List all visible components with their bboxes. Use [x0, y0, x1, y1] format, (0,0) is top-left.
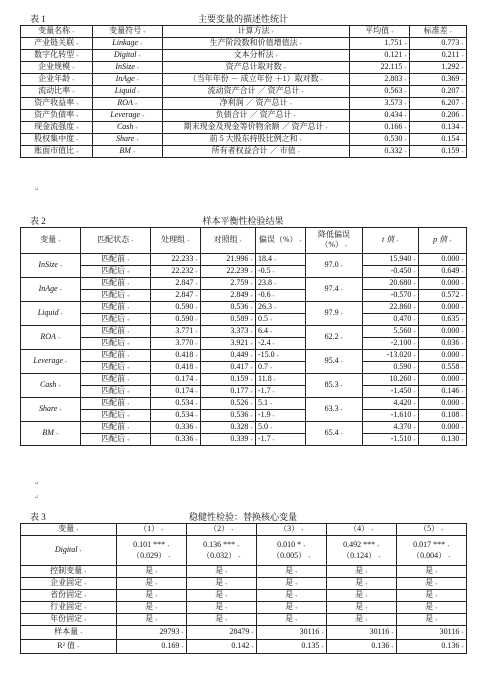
table1-number: 表 1: [30, 14, 46, 24]
t-value: -1.610 ₊: [363, 410, 419, 422]
control-value: 是 ₊: [327, 566, 397, 578]
r-squared-value: 0.169 ₊: [117, 640, 187, 654]
table2-row: [21, 374, 467, 386]
variable-symbol: InSize ₊: [21, 254, 81, 278]
table2-row: [21, 386, 467, 398]
sample-size-value: 28479 ₊: [187, 626, 257, 640]
variable-symbol: InSize ₊: [93, 62, 163, 74]
table2-header: p 值 ₊: [419, 228, 467, 254]
calculation-method: 所有者权益合计 ／ 市值 ₊: [163, 146, 350, 158]
bias-reduction-value: 65.4 ₊: [306, 422, 363, 446]
control-value: 0.536 ₊: [201, 302, 256, 314]
treatment-value: 3.771 ₊: [151, 326, 201, 338]
bias-value: -2.4 ₊: [256, 338, 306, 350]
variable-name: 资产负债率 ₊: [21, 110, 93, 122]
variable-name: 产业链关联 ₊: [21, 38, 93, 50]
control-value: 3.921 ₊: [201, 338, 256, 350]
table1-header: 变量名称 ₊: [21, 26, 93, 38]
variable-symbol: Linkage ₊: [93, 38, 163, 50]
treatment-value: 0.174 ₊: [151, 374, 201, 386]
standard-error-value: （0.032） ₊: [189, 551, 254, 562]
coefficient-value: 0.492 *** ₊: [329, 540, 394, 551]
variable-name: 账面市值比 ₊: [21, 146, 93, 158]
table3-body: [21, 536, 467, 654]
sample-size-value: 30116 ₊: [327, 626, 397, 640]
table1-row: [21, 86, 467, 98]
table2-row: [21, 410, 467, 422]
t-value: 15.940 ₊: [363, 254, 419, 266]
std-dev-value: 1.292 ₊: [410, 62, 467, 74]
table3-row-control: [21, 566, 467, 578]
control-value: 是 ₊: [187, 578, 257, 590]
coefficient-value: 0.101 *** ₊: [119, 540, 184, 551]
bias-value: 11.8 ₊: [256, 374, 306, 386]
mean-value: 0.434 ₊: [350, 110, 410, 122]
t-value: 4.370 ₊: [363, 422, 419, 434]
table2-row: [21, 350, 467, 362]
std-dev-value: 0.369 ₊: [410, 74, 467, 86]
match-status: 匹配前 ₊: [81, 326, 151, 338]
treatment-value: 22.233 ₊: [151, 254, 201, 266]
p-value: 0.146 ₊: [419, 386, 467, 398]
bias-reduction-value: 97.4 ₊: [306, 278, 363, 302]
table2-header: 降低偏误（%） ₊: [306, 228, 363, 254]
table2-row: [21, 278, 467, 290]
p-value: 0.036 ₊: [419, 338, 467, 350]
p-value: 0.000 ₊: [419, 350, 467, 362]
treatment-value: 2.847 ₊: [151, 290, 201, 302]
control-value: 3.373 ₊: [201, 326, 256, 338]
calculation-method: 资产总计取对数 ₊: [163, 62, 350, 74]
table1-section: [20, 12, 466, 158]
sample-size-label: 样本量 ₊: [21, 626, 117, 640]
std-dev-value: 0.154 ₊: [410, 134, 467, 146]
coefficient-cell: [257, 536, 327, 566]
p-value: 0.558 ₊: [419, 362, 467, 374]
variable-name: 流动比率 ₊: [21, 86, 93, 98]
variable-symbol: Share ₊: [93, 134, 163, 146]
table2-row: [21, 290, 467, 302]
control-value: 0.589 ₊: [201, 314, 256, 326]
table2: [20, 227, 467, 446]
mean-value: 0.166 ₊: [350, 122, 410, 134]
table2-row: [21, 302, 467, 314]
variable-name: 企业年龄 ₊: [21, 74, 93, 86]
control-value: 0.526 ₊: [201, 398, 256, 410]
control-value: 是 ₊: [397, 578, 467, 590]
match-status: 匹配前 ₊: [81, 398, 151, 410]
paragraph-mark: ↵: [34, 495, 40, 501]
table2-caption: [20, 214, 466, 227]
table2-header: 偏误（%） ₊: [256, 228, 306, 254]
table2-row: [21, 434, 467, 446]
control-value: 是 ₊: [187, 590, 257, 602]
mean-value: 0.121 ₊: [350, 50, 410, 62]
coefficient-cell: [397, 536, 467, 566]
control-value: 是 ₊: [187, 602, 257, 614]
control-value: 22.239 ₊: [201, 266, 256, 278]
bias-value: -1.9 ₊: [256, 410, 306, 422]
bias-value: -1.7 ₊: [256, 386, 306, 398]
control-value: 是 ₊: [327, 602, 397, 614]
control-value: 是 ₊: [117, 614, 187, 626]
bias-reduction-value: 62.2 ₊: [306, 326, 363, 350]
std-dev-value: 0.207 ₊: [410, 86, 467, 98]
t-value: -1.510 ₊: [363, 434, 419, 446]
table1-title: 主要变量的描述性统计: [197, 14, 288, 24]
control-value: 是 ₊: [327, 614, 397, 626]
control-value: 是 ₊: [257, 566, 327, 578]
table3-number: 表 3: [30, 512, 46, 522]
bias-value: -15.0 ₊: [256, 350, 306, 362]
variable-name: 企业规模 ₊: [21, 62, 93, 74]
standard-error-value: （0.124） ₊: [329, 551, 394, 562]
table1-row: [21, 110, 467, 122]
match-status: 匹配前 ₊: [81, 278, 151, 290]
t-value: -0.570 ₊: [363, 290, 419, 302]
p-value: 0.572 ₊: [419, 290, 467, 302]
variable-symbol: InAge ₊: [93, 74, 163, 86]
t-value: 22.860 ₊: [363, 302, 419, 314]
sample-size-value: 30116 ₊: [257, 626, 327, 640]
table3-header: （4） ₊: [327, 524, 397, 536]
t-value: -1.450 ₊: [363, 386, 419, 398]
p-value: 0.000 ₊: [419, 278, 467, 290]
table2-row: [21, 314, 467, 326]
table3-row-control: [21, 602, 467, 614]
mean-value: 0.530 ₊: [350, 134, 410, 146]
t-value: 5.560 ₊: [363, 326, 419, 338]
table1-row: [21, 62, 467, 74]
bias-value: 18.4 ₊: [256, 254, 306, 266]
coefficient-cell: [187, 536, 257, 566]
sample-size-value: 30116 ₊: [397, 626, 467, 640]
table3-row-r-squared: [21, 640, 467, 654]
table2-body: [21, 254, 467, 446]
mean-value: 2.803 ₊: [350, 74, 410, 86]
table3-header: （3） ₊: [257, 524, 327, 536]
table3-section: [20, 510, 466, 654]
table3-header: （5） ₊: [397, 524, 467, 536]
variable-symbol: Cash ₊: [21, 374, 81, 398]
calculation-method: （当年年份 － 成立年份 ＋1）取对数 ₊: [163, 74, 350, 86]
treatment-value: 0.534 ₊: [151, 398, 201, 410]
table2-header-row: [21, 228, 467, 254]
control-value: 是 ₊: [257, 614, 327, 626]
bias-value: -1.7 ₊: [256, 434, 306, 446]
bias-reduction-value: 63.3 ₊: [306, 398, 363, 422]
treatment-value: 0.174 ₊: [151, 386, 201, 398]
treatment-value: 22.232 ₊: [151, 266, 201, 278]
table2-row: [21, 266, 467, 278]
table1-row: [21, 98, 467, 110]
standard-error-value: （0.029） ₊: [119, 551, 184, 562]
coefficient-value: 0.017 *** ₊: [399, 540, 464, 551]
control-value: 0.328 ₊: [201, 422, 256, 434]
match-status: 匹配前 ₊: [81, 422, 151, 434]
table2-header: 变量 ₊: [21, 228, 81, 254]
variable-symbol: BM ₊: [93, 146, 163, 158]
control-label: 企业固定 ₊: [21, 578, 117, 590]
calculation-method: 净利润 ／ 资产总计 ₊: [163, 98, 350, 110]
table3-row-digital: [21, 536, 467, 566]
control-value: 是 ₊: [117, 578, 187, 590]
coefficient-value: 0.010 * ₊: [259, 540, 324, 551]
calculation-method: 流动资产合计 ／ 资产总计 ₊: [163, 86, 350, 98]
variable-symbol: Liquid ₊: [93, 86, 163, 98]
bias-value: 5.0 ₊: [256, 422, 306, 434]
bias-value: 0.7 ₊: [256, 362, 306, 374]
match-status: 匹配后 ₊: [81, 434, 151, 446]
table1-row: [21, 146, 467, 158]
treatment-value: 0.534 ₊: [151, 410, 201, 422]
variable-name: 资产收益率 ₊: [21, 98, 93, 110]
table3-row-control: [21, 590, 467, 602]
table1-row: [21, 74, 467, 86]
table3: [20, 523, 467, 654]
control-value: 是 ₊: [187, 566, 257, 578]
control-value: 0.159 ₊: [201, 374, 256, 386]
match-status: 匹配前 ₊: [81, 374, 151, 386]
match-status: 匹配后 ₊: [81, 314, 151, 326]
match-status: 匹配前 ₊: [81, 302, 151, 314]
match-status: 匹配前 ₊: [81, 350, 151, 362]
control-value: 21.996 ₊: [201, 254, 256, 266]
table2-row: [21, 338, 467, 350]
control-label: 控制变量 ₊: [21, 566, 117, 578]
table3-header: （2） ₊: [187, 524, 257, 536]
treatment-value: 0.418 ₊: [151, 362, 201, 374]
coefficient-value: 0.136 *** ₊: [189, 540, 254, 551]
control-value: 是 ₊: [397, 590, 467, 602]
table1-row: [21, 134, 467, 146]
p-value: 0.000 ₊: [419, 398, 467, 410]
variable-symbol: BM ₊: [21, 422, 81, 446]
t-value: 0.590 ₊: [363, 362, 419, 374]
treatment-value: 0.336 ₊: [151, 434, 201, 446]
treatment-value: 3.770 ₊: [151, 338, 201, 350]
p-value: 0.635 ₊: [419, 314, 467, 326]
table3-header: （1） ₊: [117, 524, 187, 536]
bias-reduction-value: 85.3 ₊: [306, 374, 363, 398]
p-value: 0.000 ₊: [419, 374, 467, 386]
variable-symbol: ROA ₊: [21, 326, 81, 350]
treatment-value: 0.590 ₊: [151, 302, 201, 314]
variable-symbol: Share ₊: [21, 398, 81, 422]
std-dev-value: 6.207 ₊: [410, 98, 467, 110]
calculation-method: 负债合计 ／ 资产总计 ₊: [163, 110, 350, 122]
bias-value: 26.3 ₊: [256, 302, 306, 314]
variable-symbol: InAge ₊: [21, 278, 81, 302]
match-status: 匹配后 ₊: [81, 266, 151, 278]
control-value: 是 ₊: [257, 602, 327, 614]
table2-header: 匹配状态 ₊: [81, 228, 151, 254]
r-squared-value: 0.136 ₊: [397, 640, 467, 654]
table1-body: [21, 38, 467, 158]
variable-symbol: ROA ₊: [93, 98, 163, 110]
bias-value: 6.4 ₊: [256, 326, 306, 338]
control-value: 是 ₊: [117, 566, 187, 578]
table2-number: 表 2: [30, 216, 46, 226]
p-value: 0.000 ₊: [419, 302, 467, 314]
control-value: 是 ₊: [117, 602, 187, 614]
mean-value: 0.563 ₊: [350, 86, 410, 98]
control-value: 是 ₊: [397, 566, 467, 578]
table1-caption: [20, 12, 466, 25]
table1-header: 变量符号 ₊: [93, 26, 163, 38]
variable-symbol: Liquid ₊: [21, 302, 81, 326]
variable-symbol: Leverage ₊: [93, 110, 163, 122]
std-dev-value: 0.211 ₊: [410, 50, 467, 62]
control-value: 是 ₊: [327, 578, 397, 590]
table2-title: 样本平衡性检验结果: [202, 216, 284, 226]
table3-row-control: [21, 578, 467, 590]
p-value: 0.108 ₊: [419, 410, 467, 422]
standard-error-value: （0.004） ₊: [399, 551, 464, 562]
sample-size-value: 29793 ₊: [117, 626, 187, 640]
mean-value: 22.115 ₊: [350, 62, 410, 74]
t-value: -2.100 ₊: [363, 338, 419, 350]
table2-row: [21, 326, 467, 338]
paragraph-mark: ↵: [34, 481, 40, 487]
bias-reduction-value: 97.0 ₊: [306, 254, 363, 278]
table3-row-control: [21, 614, 467, 626]
paragraph-mark: ↵: [34, 187, 40, 193]
table1: [20, 25, 467, 158]
control-value: 是 ₊: [257, 578, 327, 590]
table2-row: [21, 422, 467, 434]
std-dev-value: 0.773 ₊: [410, 38, 467, 50]
p-value: 0.130 ₊: [419, 434, 467, 446]
control-label: 年份固定 ₊: [21, 614, 117, 626]
match-status: 匹配前 ₊: [81, 254, 151, 266]
control-value: 0.417 ₊: [201, 362, 256, 374]
table2-row: [21, 362, 467, 374]
calculation-method: 生产阶段数和价值增值法 ₊: [163, 38, 350, 50]
bias-reduction-value: 95.4 ₊: [306, 350, 363, 374]
p-value: 0.649 ₊: [419, 266, 467, 278]
treatment-value: 0.336 ₊: [151, 422, 201, 434]
t-value: 4.420 ₊: [363, 398, 419, 410]
table1-header-row: [21, 26, 467, 38]
std-dev-value: 0.134 ₊: [410, 122, 467, 134]
bias-value: 23.8 ₊: [256, 278, 306, 290]
match-status: 匹配后 ₊: [81, 362, 151, 374]
table2-section: [20, 214, 466, 446]
standard-error-value: （0.005） ₊: [259, 551, 324, 562]
table2-header: t 值 ₊: [363, 228, 419, 254]
table1-header: 计算方法 ₊: [163, 26, 350, 38]
variable-symbol: Digital ₊: [93, 50, 163, 62]
control-label: 省份固定 ₊: [21, 590, 117, 602]
match-status: 匹配后 ₊: [81, 386, 151, 398]
control-value: 0.536 ₊: [201, 410, 256, 422]
table3-row-sample-size: [21, 626, 467, 640]
r-squared-value: 0.135 ₊: [257, 640, 327, 654]
coefficient-cell: [117, 536, 187, 566]
control-value: 是 ₊: [397, 602, 467, 614]
t-value: -0.450 ₊: [363, 266, 419, 278]
control-value: 是 ₊: [397, 614, 467, 626]
control-value: 是 ₊: [187, 614, 257, 626]
variable-name: 股权集中度 ₊: [21, 134, 93, 146]
treatment-value: 0.418 ₊: [151, 350, 201, 362]
table3-header: 变量 ₊: [21, 524, 117, 536]
variable-name: 现金流强度 ₊: [21, 122, 93, 134]
t-value: 0.470 ₊: [363, 314, 419, 326]
table1-header: 平均值 ₊: [350, 26, 410, 38]
bias-value: -0.5 ₊: [256, 266, 306, 278]
table3-title: 稳健性检验：替换核心变量: [188, 512, 297, 522]
table2-row: [21, 398, 467, 410]
control-label: 行业固定 ₊: [21, 602, 117, 614]
match-status: 匹配后 ₊: [81, 410, 151, 422]
bias-value: 5.1 ₊: [256, 398, 306, 410]
match-status: 匹配后 ₊: [81, 338, 151, 350]
p-value: 0.000 ₊: [419, 326, 467, 338]
bias-value: 0.5 ₊: [256, 314, 306, 326]
mean-value: 1.751 ₊: [350, 38, 410, 50]
control-value: 2.759 ₊: [201, 278, 256, 290]
coefficient-cell: [327, 536, 397, 566]
p-value: 0.000 ₊: [419, 254, 467, 266]
bias-reduction-value: 97.9 ₊: [306, 302, 363, 326]
control-value: 是 ₊: [257, 590, 327, 602]
table1-row: [21, 50, 467, 62]
r-squared-label: R² 值 ₊: [21, 640, 117, 654]
mean-value: 0.332 ₊: [350, 146, 410, 158]
control-value: 0.449 ₊: [201, 350, 256, 362]
control-value: 0.177 ₊: [201, 386, 256, 398]
std-dev-value: 0.206 ₊: [410, 110, 467, 122]
variable-symbol: Digital ₊: [21, 536, 117, 566]
std-dev-value: 0.159 ₊: [410, 146, 467, 158]
match-status: 匹配后 ₊: [81, 290, 151, 302]
table2-row: [21, 254, 467, 266]
treatment-value: 0.590 ₊: [151, 314, 201, 326]
table2-header: 处理组 ₊: [151, 228, 201, 254]
table3-header-row: [21, 524, 467, 536]
r-squared-value: 0.136 ₊: [327, 640, 397, 654]
p-value: 0.000 ₊: [419, 422, 467, 434]
t-value: 10.260 ₊: [363, 374, 419, 386]
table1-header: 标准差 ₊: [410, 26, 467, 38]
calculation-method: 文本分析法 ₊: [163, 50, 350, 62]
variable-symbol: Cash ₊: [93, 122, 163, 134]
r-squared-value: 0.142 ₊: [187, 640, 257, 654]
bias-value: -0.6 ₊: [256, 290, 306, 302]
variable-name: 数字化转型 ₊: [21, 50, 93, 62]
calculation-method: 期末现金及现金等价物余额 ／ 资产总计 ₊: [163, 122, 350, 134]
control-value: 2.849 ₊: [201, 290, 256, 302]
t-value: 20.680 ₊: [363, 278, 419, 290]
calculation-method: 前 5 大股东持股比例之和 ₊: [163, 134, 350, 146]
control-value: 是 ₊: [117, 590, 187, 602]
table1-row: [21, 122, 467, 134]
table3-caption: [20, 510, 466, 523]
mean-value: 3.573 ₊: [350, 98, 410, 110]
t-value: -13.020 ₊: [363, 350, 419, 362]
variable-symbol: Leverage ₊: [21, 350, 81, 374]
table2-header: 对照组 ₊: [201, 228, 256, 254]
control-value: 0.339 ₊: [201, 434, 256, 446]
control-value: 是 ₊: [327, 590, 397, 602]
table1-row: [21, 38, 467, 50]
treatment-value: 2.847 ₊: [151, 278, 201, 290]
